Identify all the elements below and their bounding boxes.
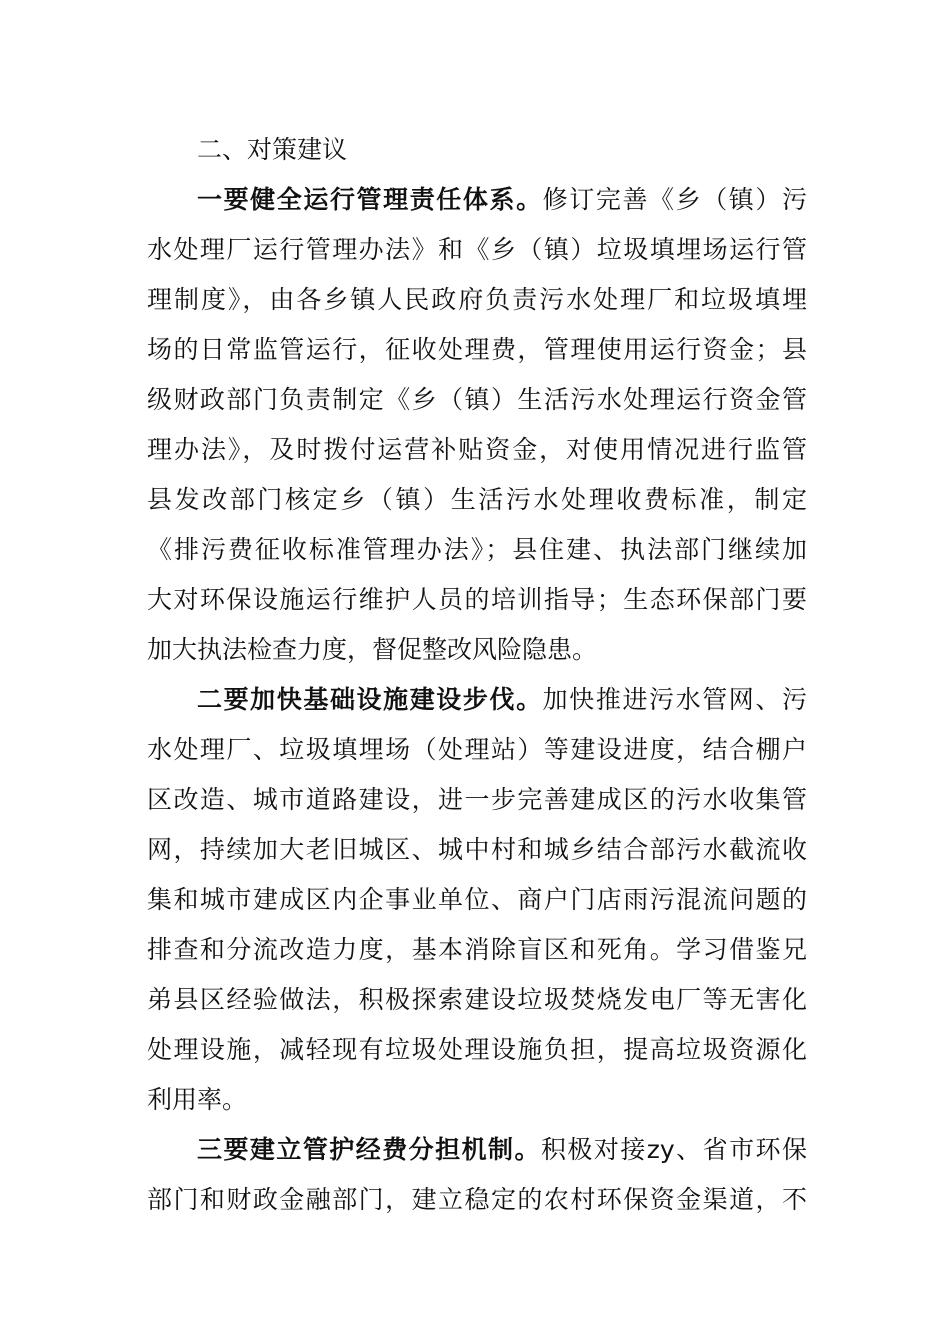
paragraph-1-line: 加大执法检查力度，督促整改风险隐患。 — [147, 635, 598, 664]
paragraph-1-line: 场的日常监管运行，征收处理费，管理使用运行资金；县 — [147, 335, 807, 364]
paragraph-1-line: 理制度》，由各乡镇人民政府负责污水处理厂和垃圾填埋 — [147, 285, 807, 314]
paragraph-2-line: 弟县区经验做法，积极探索建设垃圾焚烧发电厂等无害化 — [147, 985, 807, 1014]
paragraph-1-line: 理办法》，及时拨付运营补贴资金，对使用情况进行监管 — [147, 435, 807, 464]
paragraph-2-line: 处理设施，减轻现有垃圾处理设施负担，提高垃圾资源化 — [147, 1035, 807, 1064]
paragraph-1-line: 《排污费征收标准管理办法》；县住建、执法部门继续加 — [147, 535, 807, 564]
paragraph-2-lead: 二要加快基础设施建设步伐。 — [197, 685, 543, 714]
paragraph-2-text: 加快推进污水管网、污 — [542, 685, 807, 714]
paragraph-3-line: 部门和财政金融部门，建立稳定的农村环保资金渠道，不 — [147, 1185, 807, 1214]
paragraph-1-line: 水处理厂运行管理办法》和《乡（镇）垃圾填埋场运行管 — [147, 235, 807, 264]
paragraph-1-lead: 一要健全运行管理责任体系。 — [197, 185, 543, 214]
section-heading: 二、对策建议 — [197, 135, 348, 164]
paragraph-3-text: 积极对接zy、省市环保 — [540, 1135, 807, 1164]
paragraph-1-line: 大对环保设施运行维护人员的培训指导；生态环保部门要 — [147, 585, 807, 614]
paragraph-2-line: 集和城市建成区内企事业单位、商户门店雨污混流问题的 — [147, 885, 807, 914]
paragraph-2-line: 网，持续加大老旧城区、城中村和城乡结合部污水截流收 — [147, 835, 807, 864]
paragraph-3-first-line — [197, 1125, 807, 1175]
paragraph-3-lead: 三要建立管护经费分担机制。 — [197, 1135, 541, 1164]
paragraph-2-line: 区改造、城市道路建设，进一步完善建成区的污水收集管 — [147, 785, 807, 814]
paragraph-2-first-line — [197, 675, 807, 725]
paragraph-2-line: 利用率。 — [147, 1085, 248, 1114]
paragraph-2-line: 排查和分流改造力度，基本消除盲区和死角。学习借鉴兄 — [147, 935, 807, 964]
paragraph-1-first-line — [197, 175, 807, 225]
paragraph-1-line: 级财政部门负责制定《乡（镇）生活污水处理运行资金管 — [147, 385, 807, 414]
paragraph-1-text: 修订完善《乡（镇）污 — [542, 185, 807, 214]
paragraph-2-line: 水处理厂、垃圾填埋场（处理站）等建设进度，结合棚户 — [147, 735, 807, 764]
paragraph-1-line: 县发改部门核定乡（镇）生活污水处理收费标准，制定 — [147, 485, 807, 514]
